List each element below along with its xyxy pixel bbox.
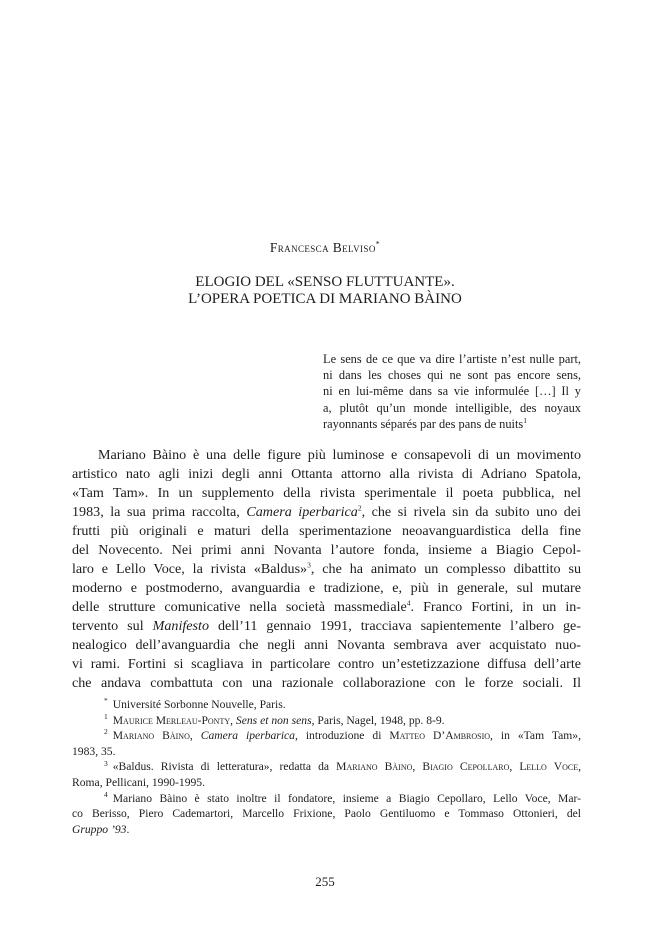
body-text: . Franco Fortini, in un in- [410, 599, 581, 615]
body-text: , che ha animato un complesso dibattito su [310, 561, 581, 577]
footnote-mark: 2 [104, 728, 108, 737]
body-line: nealogico dell’avanguardia che negli anni Novanta sembrava aver acquistato nuo- [72, 637, 581, 653]
body-text: 1983, la sua prima raccolta, [72, 504, 247, 520]
body-italic: Camera iperbarica [246, 504, 358, 520]
epigraph-line [323, 416, 581, 432]
footnote-text: , [578, 760, 581, 774]
body-text: , che si rivela sin da subito uno dei [361, 504, 581, 520]
epigraph-line: ni en lui-même dans sa vie informulée […] Il y [323, 384, 581, 399]
body-line: artistico nato agli inizi degli anni Ottanta attorno alla rivista di Adriano Spatola, [72, 466, 581, 482]
author-text: Francesca Belviso [269, 240, 376, 255]
epigraph [323, 351, 581, 432]
footnote-text: , Paris, Nagel, 1948, pp. 8-9. [311, 713, 445, 727]
epigraph-text: rayonnants séparés par des pans de nuits [323, 416, 524, 431]
body-text: laro e Lello Voce, la rivista «Baldus» [72, 561, 308, 577]
footnote [72, 713, 581, 729]
footnote [72, 791, 581, 838]
title-line-1: ELOGIO DEL «SENSO FLUTTUANTE». [195, 274, 455, 290]
footnote-ref: 3 [307, 560, 311, 570]
footnote-text: . [126, 822, 130, 836]
footnote-text: Université Sorbonne Nouvelle, Paris. [112, 698, 286, 711]
body-line: frutti più originali e maturi della sperimentazione neoavanguardistica della fine [72, 523, 581, 539]
footnote-text: , in «Tam Tam», [490, 729, 581, 743]
body-line [72, 560, 581, 579]
footnote-line [72, 713, 581, 729]
body-text: delle strutture comunicative nella società massmediale [72, 599, 407, 615]
body-paragraph [72, 446, 581, 693]
cited-editor: Matteo D’Ambrosio [389, 729, 491, 743]
body-line: «Tam Tam». In un supplemento della rivista sperimentale il poeta pubblica, nel [72, 485, 581, 501]
cited-author: Mariano Bàino [112, 729, 190, 743]
footnote [72, 759, 581, 790]
footnote-text: , introduzione di [294, 729, 390, 743]
footnote-ref: 2 [357, 503, 362, 513]
body-line [72, 617, 581, 636]
footnote-line [72, 697, 581, 713]
footnote-mark: * [104, 697, 108, 706]
footnote-line: 1983, 35. [72, 744, 116, 758]
body-line: Mariano Bàino è una delle figure più luminose e consapevoli di un movimento [98, 447, 581, 463]
body-line: del Novecento. Nei primi anni Novanta l’autore fonda, insieme a Biagio Cepol- [72, 542, 581, 558]
footnote-line: Roma, Pellicani, 1990-1995. [72, 775, 205, 789]
cited-work: Camera iperbarica [200, 729, 295, 743]
footnote-mark: 3 [104, 759, 108, 768]
footnote [72, 697, 581, 713]
footnote-text: Mariano Bàino è stato inoltre il fondatore, insieme a Biagio Cepollaro, Lello Voce, Mar- [112, 791, 581, 805]
title-line-2: L’OPERA POETICA DI MARIANO BÀINO [188, 291, 462, 307]
footnote-line [72, 728, 581, 744]
footnote-text: «Baldus. Rivista di letteratura», redatta da [112, 760, 337, 774]
cited-work: Sens et non sens [235, 713, 312, 727]
footnote [72, 728, 581, 759]
cited-authors: Mariano Bàino, Biagio Cepollaro, Lello Voce [336, 760, 579, 774]
body-line [72, 503, 581, 522]
body-line [72, 598, 581, 617]
cited-author: Maurice Merleau-Ponty [112, 713, 231, 727]
footnote-mark: 1 [104, 712, 108, 721]
body-text: dell’11 gennaio 1991, tracciava sapientemente l’albero ge- [209, 618, 581, 634]
footnote-line [72, 822, 581, 838]
author-name [0, 240, 650, 256]
article-title [0, 274, 650, 308]
footnote-text: , [230, 713, 236, 727]
footnote-text: , [189, 729, 201, 743]
body-italic: Manifesto [152, 618, 209, 634]
epigraph-line: ni dans les choses qui ne sont pas encore sens, [323, 368, 581, 383]
body-text: tervento sul [72, 618, 153, 634]
author-footnote-mark: * [375, 239, 381, 249]
body-line: vi rami. Fortini si scagliava in particolare contro un’estetizzazione diffusa dell’arte [72, 656, 581, 672]
footnote-line: co Berisso, Piero Cademartori, Marcello Frixione, Paolo Gentiluomo e Tommaso Ottonieri, del [72, 807, 581, 821]
footnote-ref: 1 [523, 415, 528, 425]
footnotes [72, 697, 581, 837]
footnote-line [72, 759, 581, 775]
body-line: moderno e postmoderno, avanguardia e tradizione, e, più in generale, sul mutare [72, 580, 581, 596]
body-line: che andava combattuta con una razionale collaborazione con le forze sociali. Il [72, 675, 581, 691]
footnote-mark: 4 [104, 790, 108, 799]
epigraph-line: Le sens de ce que va dire l’artiste n’est nulle part, [323, 352, 581, 366]
epigraph-line: a, plutôt qu’un monde intelligible, des noyaux [323, 400, 581, 415]
page-number: 255 [315, 874, 335, 889]
footnote-ref: 4 [406, 598, 411, 608]
footnote-line [72, 791, 581, 807]
cited-work: Gruppo ’93 [72, 822, 127, 836]
